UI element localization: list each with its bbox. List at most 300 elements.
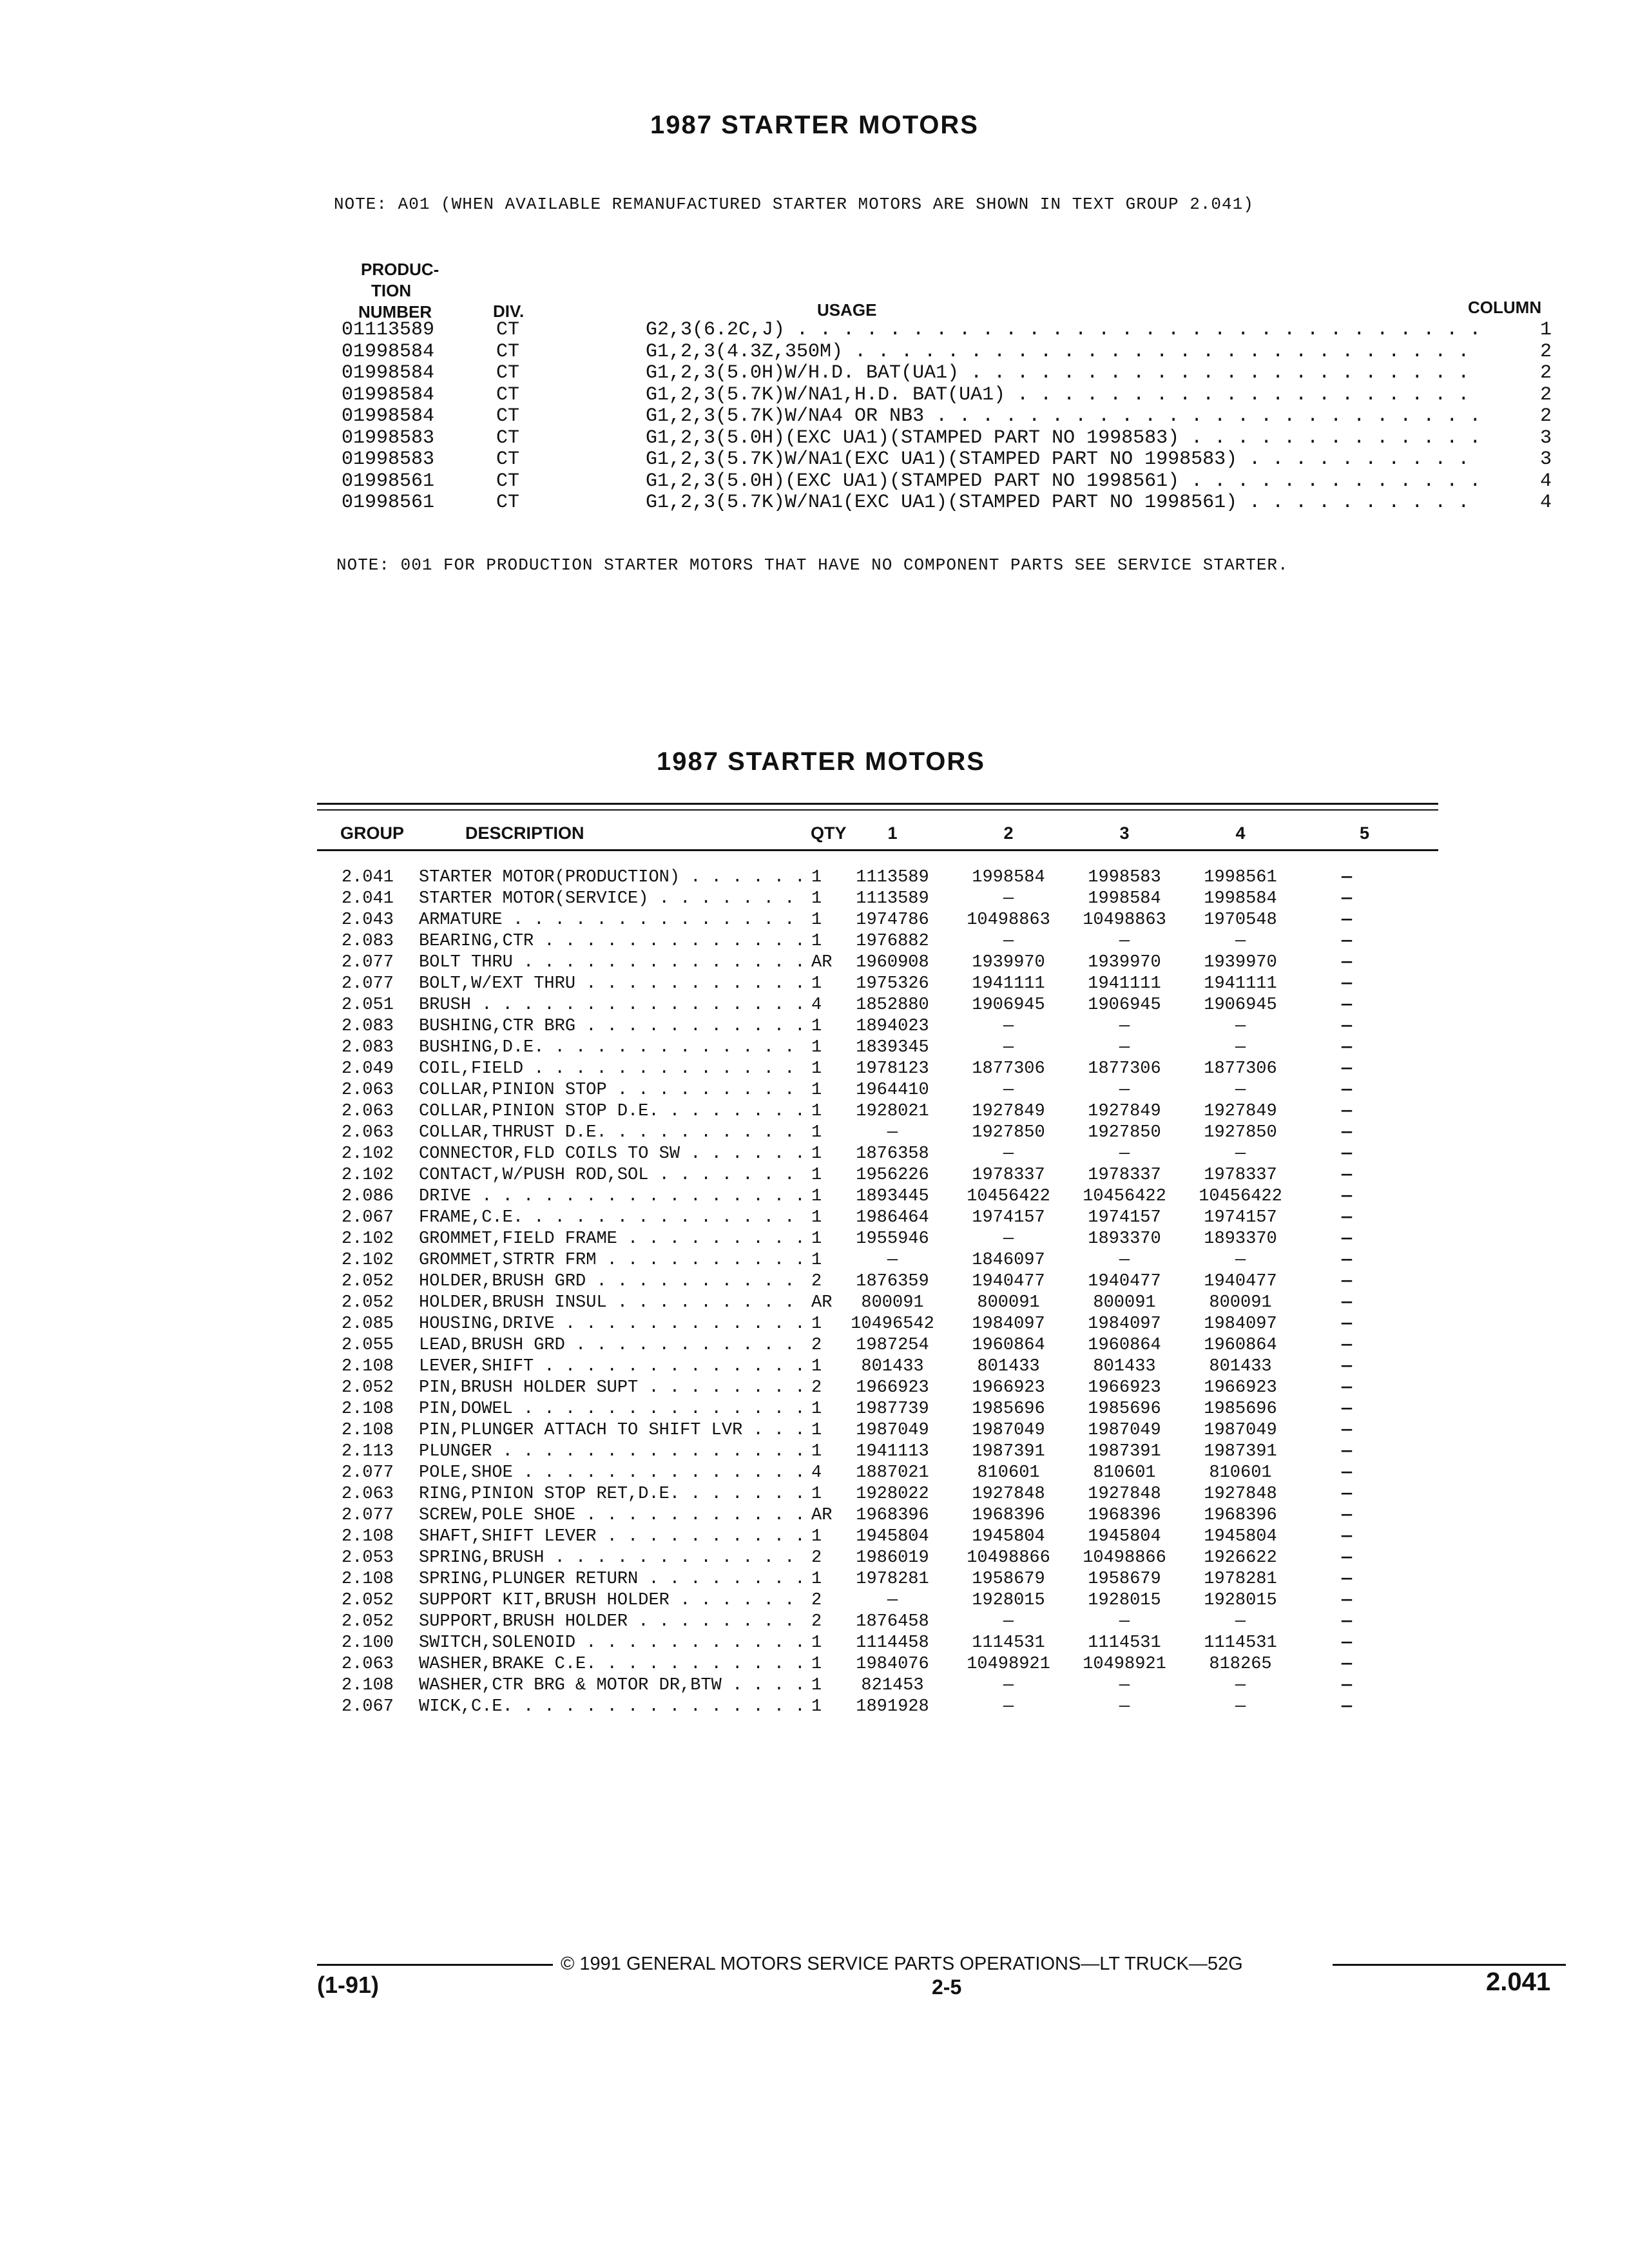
column-5-cell: — — [1341, 1123, 1353, 1142]
column-2-cell: 1987391 — [972, 1442, 1045, 1461]
column-1-cell: 1966923 — [856, 1378, 929, 1398]
column-5-cell: — — [1341, 1570, 1353, 1589]
column-5-cell: — — [1341, 1081, 1353, 1100]
group-cell: 2.063 — [342, 1102, 394, 1121]
group-cell: 2.052 — [342, 1272, 394, 1291]
column-2-cell: 801433 — [977, 1357, 1040, 1376]
description-cell: LEVER,SHIFT . . . — [419, 1356, 805, 1378]
column-1-cell: 1887021 — [856, 1463, 929, 1483]
column-2-cell: 1968396 — [972, 1506, 1045, 1525]
table-row — [335, 1378, 1443, 1399]
description-cell: STARTER MOTOR(SERVICE) . . . — [419, 889, 805, 910]
qty-cell: 1 — [809, 1420, 837, 1441]
column-4-cell: — — [1235, 1251, 1246, 1270]
group-cell: 2.083 — [342, 1038, 394, 1057]
column-4-cell: 1987049 — [1204, 1421, 1277, 1440]
column-4-cell: 1987391 — [1204, 1442, 1277, 1461]
column-1-cell: 1968396 — [856, 1506, 929, 1525]
description-cell: BOLT THRU . . . — [419, 952, 805, 974]
page-number: 2-5 — [932, 1975, 962, 1999]
group-cell: 2.085 — [342, 1314, 394, 1334]
parts-table — [335, 867, 1443, 1718]
description-cell: COLLAR,THRUST D.E. . . . — [419, 1122, 805, 1144]
column-3-cell: 1927849 — [1088, 1102, 1161, 1121]
column-3-cell: — — [1119, 1612, 1130, 1631]
description-cell: SUPPORT,BRUSH HOLDER . . . — [419, 1611, 805, 1633]
column-3-cell: — — [1119, 1038, 1130, 1057]
column-3-cell: 1877306 — [1088, 1059, 1161, 1079]
column-number: 3 — [1539, 448, 1552, 470]
column-2-cell: — — [1003, 932, 1014, 951]
qty-cell: 1 — [809, 1484, 837, 1505]
column-1-cell: 1987049 — [856, 1421, 929, 1440]
column-3-cell: 1945804 — [1088, 1527, 1161, 1546]
column-number: 2 — [1539, 383, 1552, 406]
column-4-cell: 1974157 — [1204, 1208, 1277, 1227]
column-3-cell: — — [1119, 1144, 1130, 1164]
column-5-cell: — — [1341, 1442, 1353, 1461]
description-cell: SPRING,PLUNGER RETURN . . . — [419, 1569, 805, 1590]
column-2-cell: 1985696 — [972, 1399, 1045, 1419]
column-2-cell: — — [1003, 1081, 1014, 1100]
column-2-cell: 10498866 — [967, 1548, 1050, 1568]
column-2-cell: 1941111 — [972, 974, 1045, 994]
column-4-cell: 800091 — [1209, 1293, 1272, 1312]
column-2-cell: 10456422 — [967, 1187, 1050, 1206]
table-row — [335, 1526, 1443, 1548]
qty-cell: 1 — [809, 1059, 837, 1080]
qty-cell: 1 — [809, 1165, 837, 1186]
column-2-cell: — — [1003, 1676, 1014, 1695]
table-row — [335, 1548, 1443, 1569]
description-cell: POLE,SHOE . . . — [419, 1463, 805, 1484]
column-2-cell: 1877306 — [972, 1059, 1045, 1079]
qty-cell: 2 — [809, 1548, 837, 1569]
column-3-cell: 801433 — [1093, 1357, 1156, 1376]
column-3-cell: 1958679 — [1088, 1570, 1161, 1589]
usage-text: G1,2,3(5.7K)W/NA1(EXC UA1)(STAMPED PART NO 1998583) . . . — [646, 449, 1483, 470]
group-cell: 2.083 — [342, 932, 394, 951]
column-3-cell: 1927850 — [1088, 1123, 1161, 1142]
column-1-cell: — — [887, 1251, 898, 1270]
column-3-cell: — — [1119, 1251, 1130, 1270]
column-3-cell: 1985696 — [1088, 1399, 1161, 1419]
table-row — [335, 1441, 1443, 1463]
usage-text: G1,2,3(4.3Z,350M) . . . — [646, 341, 1483, 363]
column-5-cell: — — [1341, 1421, 1353, 1440]
group-cell: 2.102 — [342, 1229, 394, 1249]
column-4-cell: — — [1235, 1144, 1246, 1164]
table-row — [335, 1505, 1443, 1526]
description-cell: SCREW,POLE SHOE . . . — [419, 1505, 805, 1526]
column-3-cell: 1114531 — [1088, 1633, 1161, 1653]
table-row — [335, 1356, 1443, 1378]
column-3-cell: 1939970 — [1088, 953, 1161, 972]
column-3-cell: — — [1119, 932, 1130, 951]
description-cell: GROMMET,STRTR FRM . . . — [419, 1250, 805, 1271]
table-row — [335, 889, 1443, 910]
column-1-cell: 1893445 — [856, 1187, 929, 1206]
note-a01: NOTE: A01 (WHEN AVAILABLE REMANUFACTURED STARTER MOTORS ARE SHOWN IN TEXT GROUP 2.041) — [334, 195, 1254, 214]
table-row — [335, 1314, 1443, 1335]
description-cell: STARTER MOTOR(PRODUCTION) . . . — [419, 867, 805, 889]
description-cell: HOLDER,BRUSH INSUL . . . — [419, 1293, 805, 1314]
column-4-cell: — — [1235, 1038, 1246, 1057]
column-4-cell: 1940477 — [1204, 1272, 1277, 1291]
column-1-cell: 1941113 — [856, 1442, 929, 1461]
column-4-cell: 1926622 — [1204, 1548, 1277, 1568]
usage-text: G1,2,3(5.0H)W/H.D. BAT(UA1) . . . — [646, 363, 1483, 384]
table-row — [335, 1250, 1443, 1271]
column-3-cell: 1978337 — [1088, 1166, 1161, 1185]
col3-header: 3 — [1119, 823, 1130, 843]
column-5-cell: — — [1341, 1017, 1353, 1036]
column-1-cell: — — [887, 1591, 898, 1610]
column-4-cell: — — [1235, 932, 1246, 951]
column-1-cell: 1984076 — [856, 1655, 929, 1674]
group-cell: 2.052 — [342, 1293, 394, 1312]
column-2-cell: — — [1003, 1697, 1014, 1716]
table-row — [335, 1633, 1443, 1654]
table-row — [335, 1696, 1443, 1718]
column-2-cell: 800091 — [977, 1293, 1040, 1312]
production-row — [342, 363, 1553, 385]
description-cell: WASHER,CTR BRG & MOTOR DR,BTW . . . — [419, 1675, 805, 1696]
column-3-cell: 1998583 — [1088, 868, 1161, 887]
qty-cell: 1 — [809, 1356, 837, 1378]
description-cell: RING,PINION STOP RET,D.E. . . . — [419, 1484, 805, 1505]
column-3-cell: 1987049 — [1088, 1421, 1161, 1440]
page-title: 1987 STARTER MOTORS — [650, 111, 979, 139]
description-cell: PLUNGER . . . — [419, 1441, 805, 1463]
division: CT — [496, 362, 520, 384]
col5-header: 5 — [1360, 823, 1370, 843]
column-1-cell: 10496542 — [851, 1314, 934, 1334]
table-row — [335, 1229, 1443, 1250]
column-2-cell: 1114531 — [972, 1633, 1045, 1653]
description-cell: CONTACT,W/PUSH ROD,SOL . . . — [419, 1165, 805, 1186]
column-1-cell: 1955946 — [856, 1229, 929, 1249]
column-1-cell: 1986464 — [856, 1208, 929, 1227]
qty-cell: 1 — [809, 1441, 837, 1463]
usage-text: G1,2,3(5.7K)W/NA1(EXC UA1)(STAMPED PART NO 1998561) . . . — [646, 492, 1483, 514]
column-1-cell: 1891928 — [856, 1697, 929, 1716]
column-2-cell: 1960864 — [972, 1336, 1045, 1355]
column-1-cell: 1975326 — [856, 974, 929, 994]
table-row — [335, 1271, 1443, 1293]
column-4-cell: 1945804 — [1204, 1527, 1277, 1546]
column-5-cell: — — [1341, 1272, 1353, 1291]
group-cell: 2.052 — [342, 1612, 394, 1631]
column-5-cell: — — [1341, 995, 1353, 1015]
description-header: DESCRIPTION — [465, 823, 584, 843]
column-5-cell: — — [1341, 1166, 1353, 1185]
group-cell: 2.063 — [342, 1655, 394, 1674]
description-cell: ARMATURE . . . — [419, 910, 805, 931]
note-001: NOTE: 001 FOR PRODUCTION STARTER MOTORS THAT HAVE NO COMPONENT PARTS SEE SERVICE STARTER. — [336, 555, 1289, 575]
column-1-cell: 1876359 — [856, 1272, 929, 1291]
column-4-cell: 1927849 — [1204, 1102, 1277, 1121]
table-row — [335, 1101, 1443, 1122]
table-row — [335, 1207, 1443, 1229]
column-4-cell: 810601 — [1209, 1463, 1272, 1483]
column-3-cell: 1940477 — [1088, 1272, 1161, 1291]
production-list — [342, 320, 1553, 514]
column-5-cell: — — [1341, 1357, 1353, 1376]
column-5-cell: — — [1341, 1655, 1353, 1674]
column-5-cell: — — [1341, 1697, 1353, 1716]
column-1-cell: 1976882 — [856, 932, 929, 951]
column-2-cell: 1958679 — [972, 1570, 1045, 1589]
column-5-cell: — — [1341, 953, 1353, 972]
usage-header: USAGE — [817, 300, 877, 320]
column-5-cell: — — [1341, 1229, 1353, 1249]
column-5-cell: — — [1341, 1676, 1353, 1695]
column-3-cell: 10498866 — [1083, 1548, 1166, 1568]
top-rule-2 — [317, 809, 1438, 811]
column-4-cell: 1941111 — [1204, 974, 1277, 994]
column-4-cell: — — [1235, 1697, 1246, 1716]
column-5-cell: — — [1341, 1591, 1353, 1610]
description-cell: COLLAR,PINION STOP . . . — [419, 1080, 805, 1101]
group-cell: 2.102 — [342, 1166, 394, 1185]
table-row — [335, 1059, 1443, 1080]
description-cell: COLLAR,PINION STOP D.E. . . . — [419, 1101, 805, 1122]
column-1-cell: 1928022 — [856, 1485, 929, 1504]
qty-cell: 1 — [809, 1654, 837, 1675]
division: CT — [496, 448, 520, 470]
column-2-cell: — — [1003, 1144, 1014, 1164]
column-1-cell: 1113589 — [856, 889, 929, 908]
group-cell: 2.067 — [342, 1697, 394, 1716]
column-3-cell: — — [1119, 1081, 1130, 1100]
column-3-cell: 1906945 — [1088, 995, 1161, 1015]
description-cell: BRUSH . . . — [419, 995, 805, 1016]
column-5-cell: — — [1341, 1612, 1353, 1631]
column-5-cell: — — [1341, 932, 1353, 951]
qty-header: QTY — [811, 823, 847, 843]
column-2-cell: 1927848 — [972, 1485, 1045, 1504]
column-4-cell: 1893370 — [1204, 1229, 1277, 1249]
column-3-cell: 1928015 — [1088, 1591, 1161, 1610]
production-number: 01998561 — [342, 470, 435, 492]
column-4-cell: — — [1235, 1612, 1246, 1631]
description-cell: PIN,DOWEL . . . — [419, 1399, 805, 1420]
column-5-cell: — — [1341, 1314, 1353, 1334]
description-cell: HOUSING,DRIVE . . . — [419, 1314, 805, 1335]
column-1-cell: 1964410 — [856, 1081, 929, 1100]
qty-cell: 1 — [809, 1144, 837, 1165]
div-header: DIV. — [493, 302, 525, 321]
group-cell: 2.063 — [342, 1485, 394, 1504]
qty-cell: 2 — [809, 1611, 837, 1633]
group-cell: 2.063 — [342, 1123, 394, 1142]
qty-cell: 1 — [809, 867, 837, 889]
column-number: 4 — [1539, 470, 1552, 492]
production-row — [342, 428, 1553, 450]
description-cell: BUSHING,CTR BRG . . . — [419, 1016, 805, 1037]
group-cell: 2.108 — [342, 1399, 394, 1419]
description-cell: SUPPORT KIT,BRUSH HOLDER . . . — [419, 1590, 805, 1611]
qty-cell: 1 — [809, 1399, 837, 1420]
column-3-cell: 800091 — [1093, 1293, 1156, 1312]
column-1-cell: 1986019 — [856, 1548, 929, 1568]
column-3-cell: — — [1119, 1697, 1130, 1716]
column-2-cell: 10498921 — [967, 1655, 1050, 1674]
column-1-cell: 1928021 — [856, 1102, 929, 1121]
table-row — [335, 1569, 1443, 1590]
column-3-cell: 10498921 — [1083, 1655, 1166, 1674]
group-cell: 2.051 — [342, 995, 394, 1015]
column-4-cell: 1966923 — [1204, 1378, 1277, 1398]
table-row — [335, 1144, 1443, 1165]
production-number-header — [358, 259, 439, 323]
column-4-cell: — — [1235, 1676, 1246, 1695]
column-2-cell: 1939970 — [972, 953, 1045, 972]
group-cell: 2.067 — [342, 1208, 394, 1227]
table-row — [335, 910, 1443, 931]
column-4-cell: 1978281 — [1204, 1570, 1277, 1589]
column-3-cell: 10456422 — [1083, 1187, 1166, 1206]
table-row — [335, 1590, 1443, 1611]
production-row — [342, 385, 1553, 407]
column-5-cell: — — [1341, 1527, 1353, 1546]
qty-cell: AR — [809, 1293, 837, 1314]
header-line-1: PRODUC- — [361, 260, 439, 279]
description-cell: BOLT,W/EXT THRU . . . — [419, 974, 805, 995]
column-3-cell: — — [1119, 1017, 1130, 1036]
qty-cell: 1 — [809, 1250, 837, 1271]
production-number: 01998584 — [342, 383, 435, 406]
column-5-cell: — — [1341, 1548, 1353, 1568]
group-cell: 2.083 — [342, 1017, 394, 1036]
table-row — [335, 1484, 1443, 1505]
column-1-cell: — — [887, 1123, 898, 1142]
description-cell: FRAME,C.E. . . . — [419, 1207, 805, 1229]
column-5-cell: — — [1341, 1144, 1353, 1164]
column-5-cell: — — [1341, 974, 1353, 994]
column-1-cell: 1974786 — [856, 910, 929, 930]
description-cell: BEARING,CTR . . . — [419, 931, 805, 952]
column-3-cell: 1968396 — [1088, 1506, 1161, 1525]
header-rule — [317, 849, 1438, 851]
group-cell: 2.108 — [342, 1527, 394, 1546]
production-number: 01998584 — [342, 362, 435, 384]
column-2-cell: 1906945 — [972, 995, 1045, 1015]
qty-cell: 4 — [809, 1463, 837, 1484]
qty-cell: 1 — [809, 1186, 837, 1207]
group-cell: 2.108 — [342, 1357, 394, 1376]
column-3-cell: 10498863 — [1083, 910, 1166, 930]
group-cell: 2.102 — [342, 1251, 394, 1270]
column-2-cell: 1940477 — [972, 1272, 1045, 1291]
production-row — [342, 341, 1553, 363]
column-number: 4 — [1539, 492, 1552, 514]
column-1-cell: 801433 — [861, 1357, 924, 1376]
group-cell: 2.108 — [342, 1676, 394, 1695]
column-4-cell: 1927850 — [1204, 1123, 1277, 1142]
description-cell: WICK,C.E. . . . — [419, 1696, 805, 1718]
column-4-cell: 818265 — [1209, 1655, 1272, 1674]
column-2-cell: 1927850 — [972, 1123, 1045, 1142]
table-row — [335, 1420, 1443, 1441]
qty-cell: 1 — [809, 1633, 837, 1654]
column-4-cell: 10456422 — [1199, 1187, 1282, 1206]
col2-header: 2 — [1003, 823, 1014, 843]
column-4-cell: 1927848 — [1204, 1485, 1277, 1504]
column-1-cell: 1876458 — [856, 1612, 929, 1631]
column-3-cell: 810601 — [1093, 1463, 1156, 1483]
production-number: 01998583 — [342, 448, 435, 470]
column-4-cell: 801433 — [1209, 1357, 1272, 1376]
column-5-cell: — — [1341, 1187, 1353, 1206]
qty-cell: AR — [809, 1505, 837, 1526]
table-row — [335, 952, 1443, 974]
description-cell: WASHER,BRAKE C.E. . . . — [419, 1654, 805, 1675]
table-row — [335, 1335, 1443, 1356]
column-1-cell: 1894023 — [856, 1017, 929, 1036]
qty-cell: 1 — [809, 1569, 837, 1590]
column-2-cell: 1974157 — [972, 1208, 1045, 1227]
table-row — [335, 1654, 1443, 1675]
column-2-cell: — — [1003, 1612, 1014, 1631]
group-cell: 2.063 — [342, 1081, 394, 1100]
column-4-cell: 1939970 — [1204, 953, 1277, 972]
column-2-cell: — — [1003, 889, 1014, 908]
column-number: 2 — [1539, 362, 1552, 384]
column-4-cell: — — [1235, 1017, 1246, 1036]
col4-header: 4 — [1235, 823, 1246, 843]
description-cell: PIN,BRUSH HOLDER SUPT . . . — [419, 1378, 805, 1399]
column-2-cell: 1945804 — [972, 1527, 1045, 1546]
column-5-cell: — — [1341, 1485, 1353, 1504]
usage-text: G1,2,3(5.0H)(EXC UA1)(STAMPED PART NO 1998583) . . . — [646, 428, 1483, 449]
column-3-cell: 1974157 — [1088, 1208, 1161, 1227]
group-cell: 2.041 — [342, 889, 394, 908]
top-rule — [317, 803, 1438, 805]
section-number: 2.041 — [1486, 1968, 1551, 1996]
description-cell: LEAD,BRUSH GRD . . . — [419, 1335, 805, 1356]
description-cell: SHAFT,SHIFT LEVER . . . — [419, 1526, 805, 1548]
usage-text: G2,3(6.2C,J) . . . — [646, 320, 1483, 341]
column-5-cell: — — [1341, 1208, 1353, 1227]
column-5-cell: — — [1341, 910, 1353, 930]
qty-cell: 1 — [809, 1080, 837, 1101]
column-4-cell: 1998561 — [1204, 868, 1277, 887]
group-cell: 2.102 — [342, 1144, 394, 1164]
header-line-2: TION — [371, 281, 412, 300]
group-cell: 2.077 — [342, 1463, 394, 1483]
column-1-cell: 1113589 — [856, 868, 929, 887]
column-5-cell: — — [1341, 889, 1353, 908]
qty-cell: 1 — [809, 1675, 837, 1696]
column-5-cell: — — [1341, 1378, 1353, 1398]
division: CT — [496, 405, 520, 427]
qty-cell: AR — [809, 952, 837, 974]
column-1-cell: 800091 — [861, 1293, 924, 1312]
group-cell: 2.041 — [342, 868, 394, 887]
usage-text: G1,2,3(5.0H)(EXC UA1)(STAMPED PART NO 1998561) . . . — [646, 471, 1483, 492]
group-cell: 2.108 — [342, 1421, 394, 1440]
column-3-cell: 1941111 — [1088, 974, 1161, 994]
column-1-cell: 1876358 — [856, 1144, 929, 1164]
column-2-cell: 1998584 — [972, 868, 1045, 887]
description-cell: COIL,FIELD . . . — [419, 1059, 805, 1080]
column-2-cell: — — [1003, 1038, 1014, 1057]
column-2-cell: 1846097 — [972, 1251, 1045, 1270]
footer-copyright: © 1991 GENERAL MOTORS SERVICE PARTS OPERATIONS—LT TRUCK—52G — [561, 1954, 1243, 1974]
qty-cell: 1 — [809, 1016, 837, 1037]
